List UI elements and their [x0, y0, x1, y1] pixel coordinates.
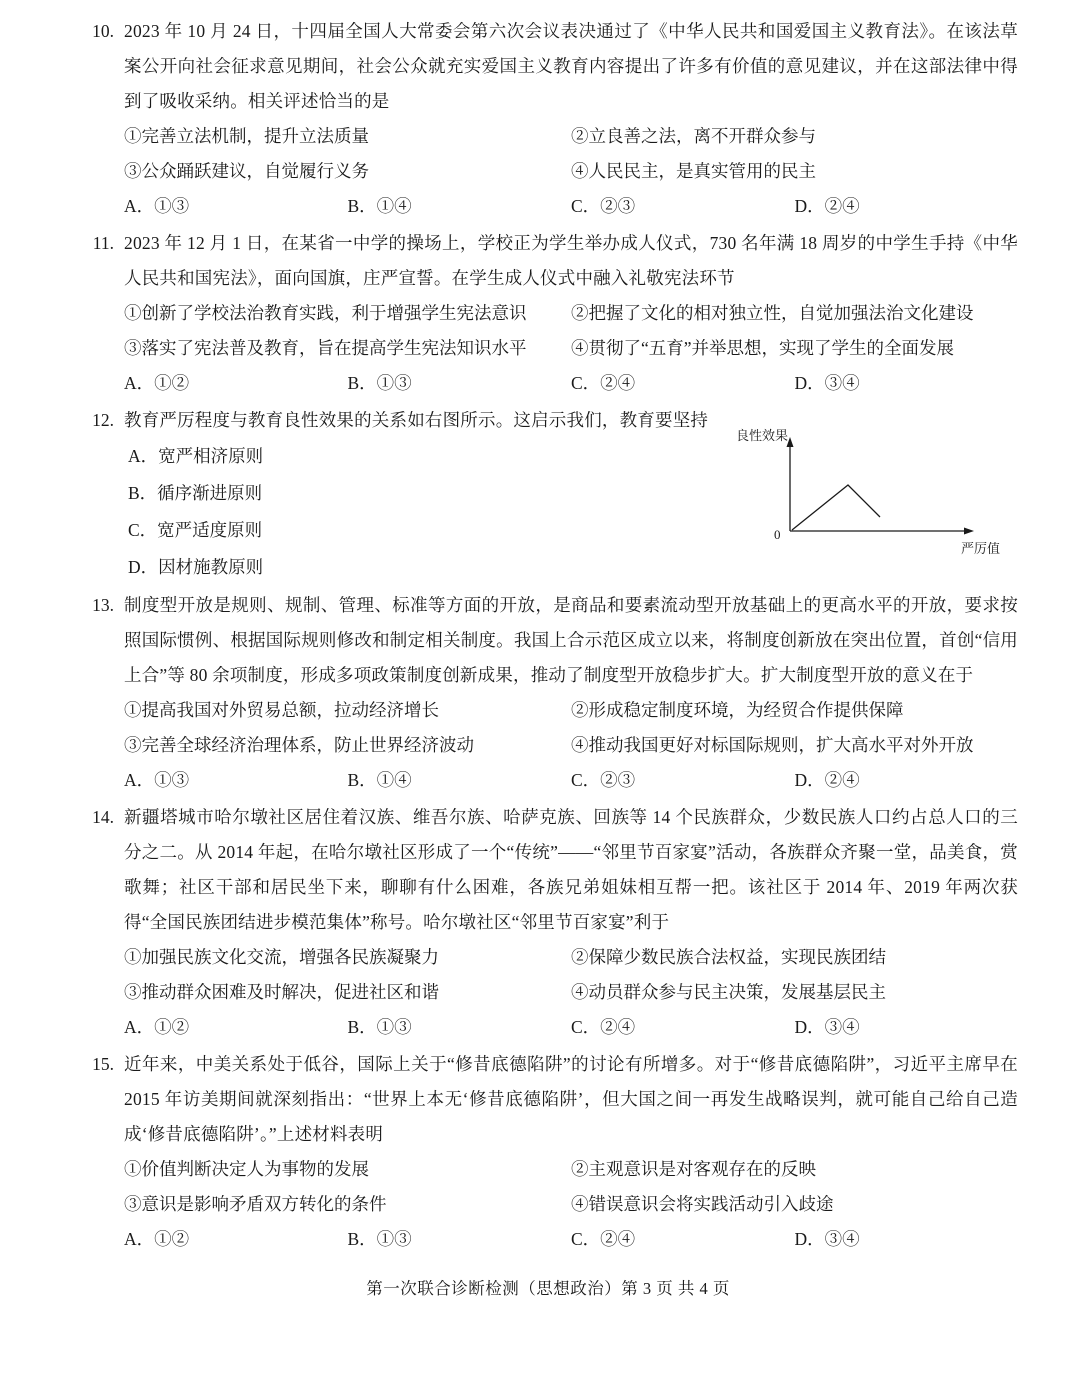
answer-choice: D．②④ [794, 770, 860, 790]
question-options [124, 119, 1018, 189]
question-stem: 制度型开放是规则、规制、管理、标准等方面的开放，是商品和要素流动型开放基础上的更高水平的开放，要求按照国际惯例、根据国际规则修改和制定相关制度。我国上合示范区成立以来，将制度创新放在突出位置，首创“信用上合”等 80 余项制度，形成多项政策制度创新成果，推动了制度型开放稳步扩大。扩大制度型开放的意义在于 [124, 595, 1018, 685]
question-11 [78, 226, 1018, 401]
question-options [124, 693, 1018, 763]
answer-choice: B．①③ [347, 1229, 412, 1249]
question-options [124, 296, 1018, 366]
question-number: 10. [92, 21, 114, 41]
answer-choice: C．②③ [571, 770, 636, 790]
option-item: ③意识是影响矛盾双方转化的条件 [124, 1194, 387, 1214]
option-item: ④推动我国更好对标国际规则，扩大高水平对外开放 [571, 735, 974, 755]
answer-choice: D．因材施教原则 [128, 557, 264, 577]
answer-choice: C．②④ [571, 373, 636, 393]
answer-choice: A．①② [124, 1229, 190, 1249]
effect-severity-diagram [730, 425, 1000, 565]
answer-choice: D．③④ [794, 373, 860, 393]
question-stem: 2023 年 12 月 1 日，在某省一中学的操场上，学校正为学生举办成人仪式，730 名年满 18 周岁的中学生手持《中华人民共和国宪法》，面向国旗，庄严宣誓。在学生成人仪式中融入礼敬宪法环节 [124, 233, 1018, 288]
figure-origin-label: 0 [774, 527, 781, 542]
answer-choice: C．②④ [571, 1229, 636, 1249]
option-item: ④人民民主，是真实管用的民主 [571, 161, 816, 181]
option-item: ②立良善之法，离不开群众参与 [571, 126, 816, 146]
option-item: ④贯彻了“五育”并举思想，实现了学生的全面发展 [571, 338, 955, 358]
option-item: ④错误意识会将实践活动引入歧途 [571, 1194, 834, 1214]
answer-choice: A．宽严相济原则 [128, 446, 264, 466]
question-stem: 教育严厉程度与教育良性效果的关系如右图所示。这启示我们，教育要坚持 [124, 410, 709, 430]
option-item: ④动员群众参与民主决策，发展基层民主 [571, 982, 886, 1002]
option-item: ①价值判断决定人为事物的发展 [124, 1159, 369, 1179]
question-stem: 新疆塔城市哈尔墩社区居住着汉族、维吾尔族、哈萨克族、回族等 14 个民族群众，少数民族人口约占总人口的三分之二。从 2014 年起，在哈尔墩社区形成了一个“传统”——“邻里节百家宴”活动，各族群众齐聚一堂，品美食，赏歌舞；社区干部和居民坐下来，聊聊有什么困难，各族兄弟姐妹相互帮一把。该社区于 2014 年、2019 年两次获得“全国民族团结进步模范集体”称号。哈尔墩社区“邻里节百家宴”利于 [124, 807, 1018, 932]
answer-choice: D．③④ [794, 1017, 860, 1037]
option-item: ①加强民族文化交流，增强各民族凝聚力 [124, 947, 439, 967]
question-options [124, 940, 1018, 1010]
answer-choice: B．循序渐进原则 [128, 483, 263, 503]
option-item: ①创新了学校法治教育实践，利于增强学生宪法意识 [124, 303, 527, 323]
option-item: ②主观意识是对客观存在的反映 [571, 1159, 816, 1179]
answer-choice: D．③④ [794, 1229, 860, 1249]
question-number: 13. [92, 595, 114, 615]
option-item: ②形成稳定制度环境，为经贸合作提供保障 [571, 700, 904, 720]
answer-choice: C．②③ [571, 196, 636, 216]
answer-choice: C．宽严适度原则 [128, 520, 263, 540]
question-number: 11. [92, 233, 114, 253]
answer-choices [124, 763, 1018, 798]
answer-choices [124, 1010, 1018, 1045]
answer-choice: A．①③ [124, 770, 190, 790]
question-stem: 近年来，中美关系处于低谷，国际上关于“修昔底德陷阱”的讨论有所增多。对于“修昔底德陷阱”，习近平主席早在 2015 年访美期间就深刻指出：“世界上本无‘修昔底德陷阱’，但大国之间一再发生战略误判，就可能自己给自己造成‘修昔底德陷阱’。”上述材料表明 [124, 1054, 1018, 1144]
question-number: 12. [92, 410, 114, 430]
answer-choices [124, 366, 1018, 401]
answer-choices [124, 189, 1018, 224]
option-item: ③公众踊跃建议，自觉履行义务 [124, 161, 369, 181]
figure-x-axis-label: 严厉值 [960, 541, 1000, 556]
answer-choice: C．②④ [571, 1017, 636, 1037]
answer-choice: A．①② [124, 373, 190, 393]
question-number: 15. [92, 1054, 114, 1074]
figure-y-axis-label: 良性效果 [736, 428, 789, 443]
question-15 [78, 1047, 1018, 1257]
question-10 [78, 14, 1018, 224]
option-item: ③落实了宪法普及教育，旨在提高学生宪法知识水平 [124, 338, 527, 358]
option-item: ③完善全球经济治理体系，防止世界经济波动 [124, 735, 474, 755]
option-item: ③推动群众困难及时解决，促进社区和谐 [124, 982, 439, 1002]
question-12-figure [730, 425, 1000, 565]
question-14 [78, 800, 1018, 1045]
answer-choice: B．①④ [347, 196, 412, 216]
answer-choice: D．②④ [794, 196, 860, 216]
answer-choice: A．①③ [124, 196, 190, 216]
question-12 [78, 403, 1018, 586]
option-item: ②保障少数民族合法权益，实现民族团结 [571, 947, 886, 967]
answer-choice: B．①③ [347, 1017, 412, 1037]
answer-choice: B．①④ [347, 770, 412, 790]
page-footer: 第一次联合诊断检测（思想政治）第 3 页 共 4 页 [366, 1279, 730, 1298]
question-options [124, 1152, 1018, 1222]
option-item: ②把握了文化的相对独立性，自觉加强法治文化建设 [571, 303, 974, 323]
question-number: 14. [92, 807, 114, 827]
answer-choice: A．①② [124, 1017, 190, 1037]
option-item: ①提高我国对外贸易总额，拉动经济增长 [124, 700, 439, 720]
option-item: ①完善立法机制，提升立法质量 [124, 126, 369, 146]
answer-choice: B．①③ [347, 373, 412, 393]
question-stem: 2023 年 10 月 24 日，十四届全国人大常委会第六次会议表决通过了《中华人民共和国爱国主义教育法》。在该法草案公开向社会征求意见期间，社会公众就充实爱国主义教育内容提出了许多有价值的意见建议，并在这部法律中得到了吸收采纳。相关评述恰当的是 [124, 21, 1018, 111]
answer-choices [124, 1222, 1018, 1257]
question-13 [78, 588, 1018, 798]
